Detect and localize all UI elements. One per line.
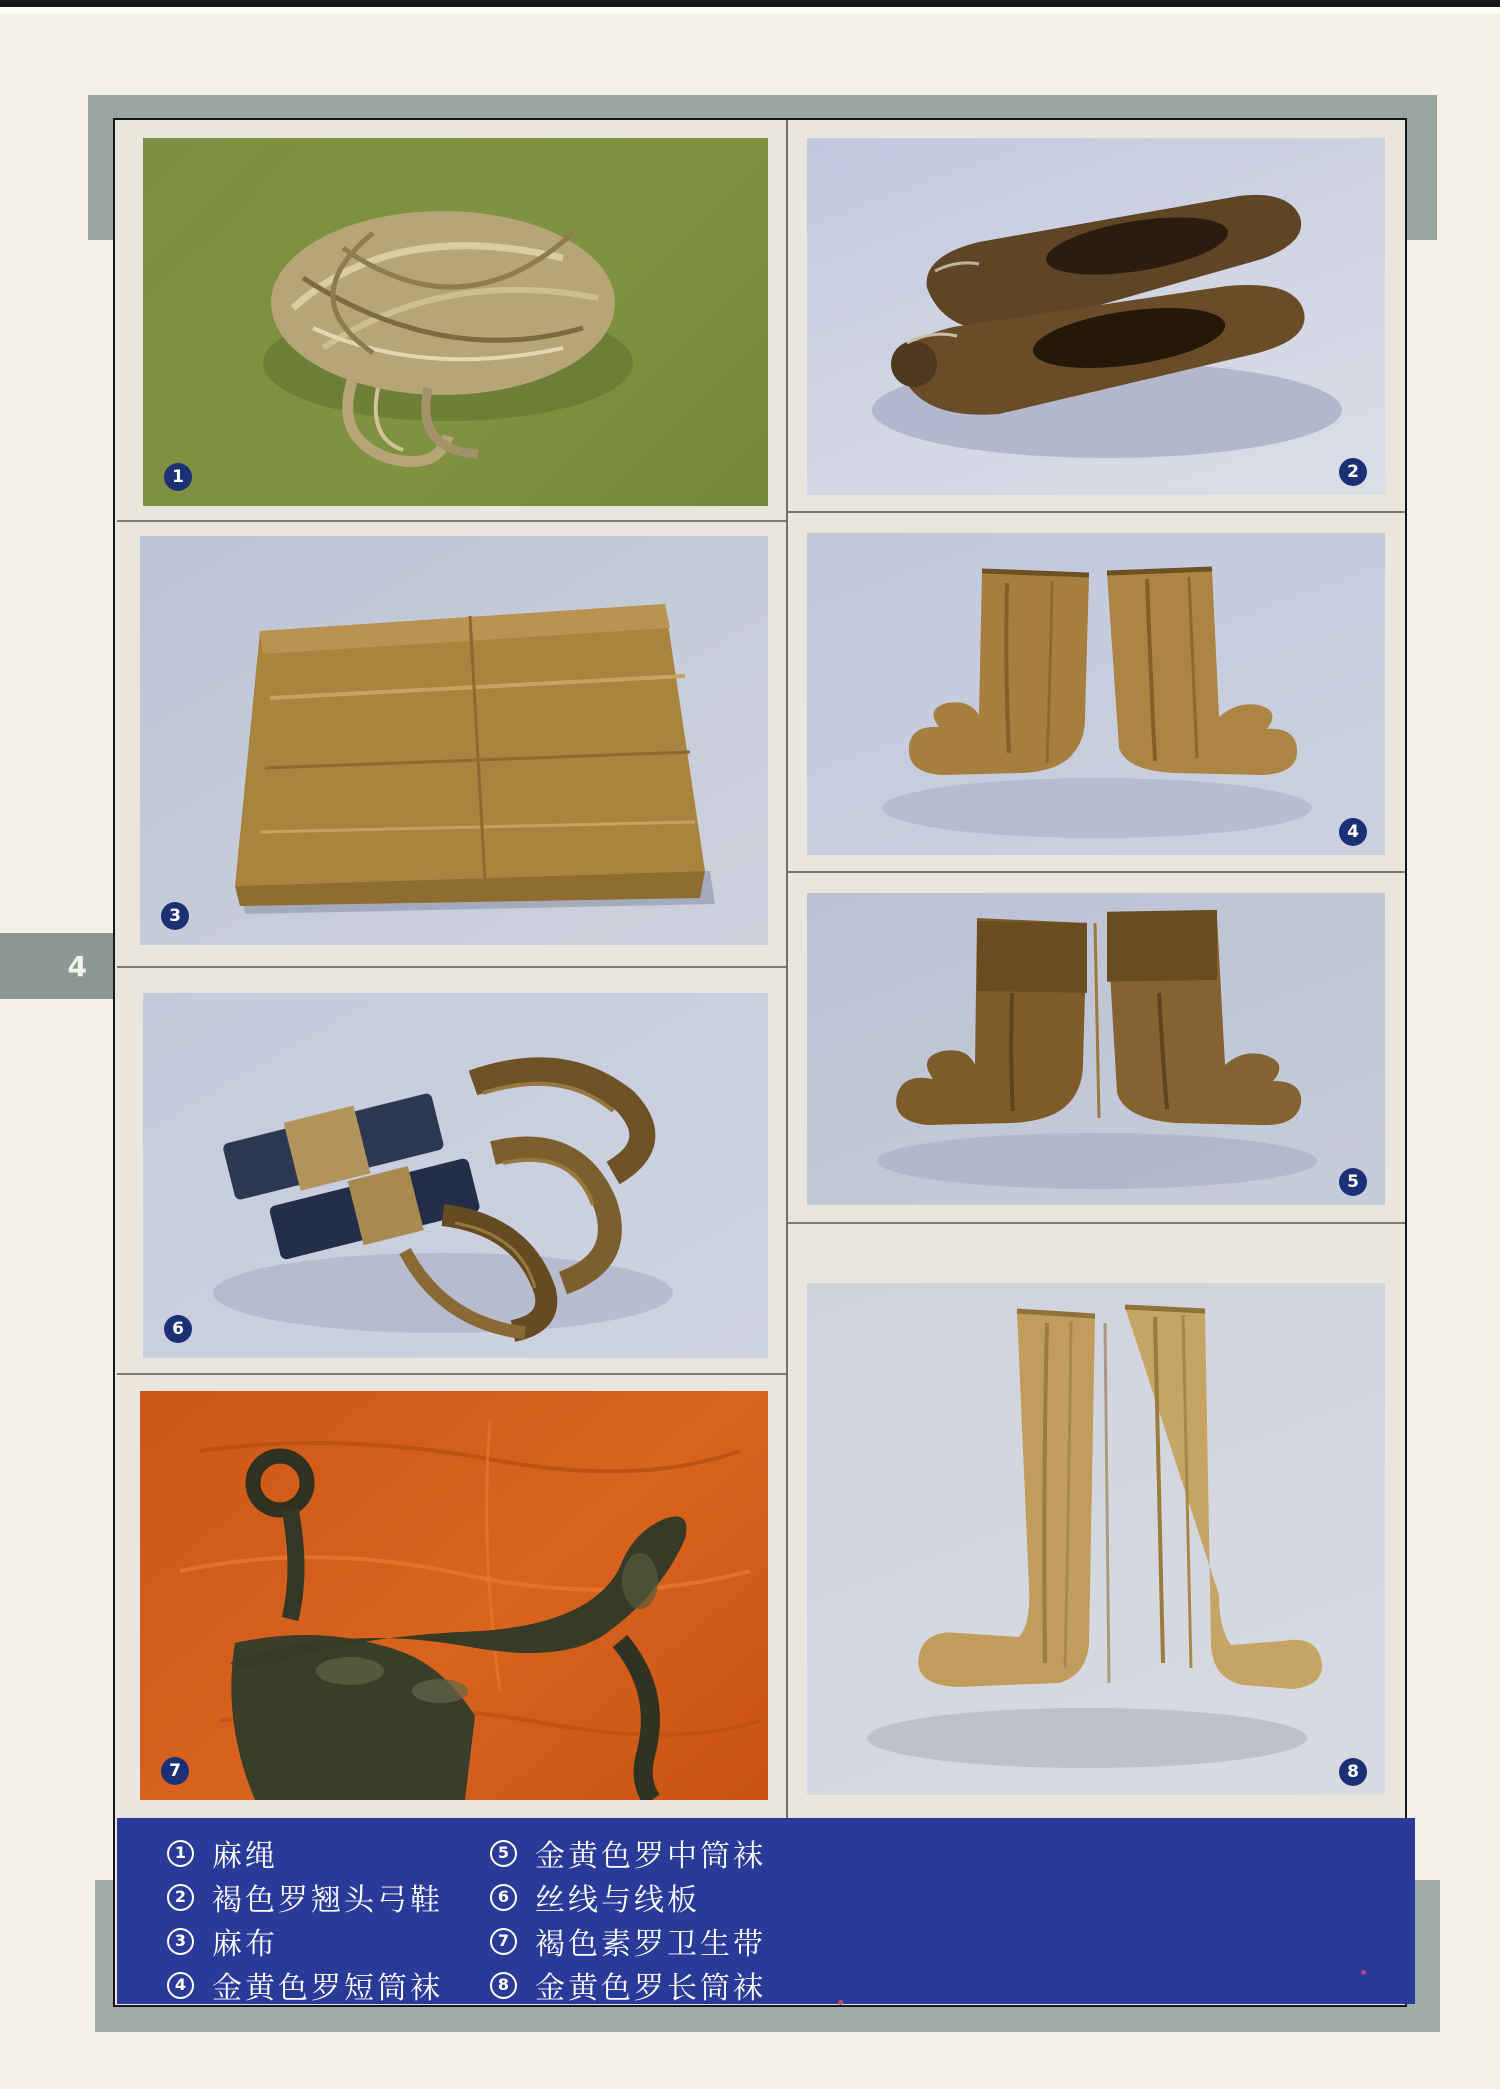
legend-circled-number: 8 — [490, 1972, 517, 1999]
legend-bar — [117, 1818, 1415, 2004]
photo-number-badge — [1339, 818, 1367, 846]
hemp-rope-image — [143, 138, 768, 506]
page-number: 4 — [67, 949, 87, 983]
long-socks-image — [807, 1283, 1385, 1795]
legend-circled-number: 7 — [490, 1928, 517, 1955]
legend-item — [490, 1831, 766, 1875]
photo-8-long-socks — [807, 1283, 1385, 1795]
legend-label: 丝线与线板 — [535, 1883, 700, 1918]
legend-label: 金黄色罗长筒袜 — [535, 1971, 766, 2006]
legend-label: 褐色罗翘头弓鞋 — [212, 1883, 443, 1918]
badge-number: 6 — [172, 1318, 184, 1339]
photo-3-hemp-cloth — [140, 536, 768, 945]
photo-number-badge — [164, 1315, 192, 1343]
sanitary-belt-image — [140, 1391, 768, 1800]
legend-item — [167, 1875, 443, 1919]
legend-item — [167, 1919, 443, 1963]
photo-7-sanitary-belt — [140, 1391, 768, 1800]
photo-4-short-socks — [807, 533, 1385, 855]
photo-number-badge — [1339, 1168, 1367, 1196]
legend-label: 褐色素罗卫生带 — [535, 1927, 766, 1962]
scan-edge — [0, 0, 1500, 7]
page-number-tab — [0, 933, 113, 999]
badge-number: 4 — [1347, 821, 1359, 842]
legend-column-left — [167, 1831, 443, 2007]
legend-circled-number: 6 — [490, 1884, 517, 1911]
badge-number: 8 — [1347, 1761, 1359, 1782]
legend-circled-number: 2 — [167, 1884, 194, 1911]
badge-number: 1 — [172, 466, 184, 487]
badge-number: 5 — [1347, 1171, 1359, 1192]
legend-label: 麻布 — [212, 1927, 278, 1962]
row-divider-right-3 — [788, 1222, 1405, 1224]
legend-item — [490, 1875, 766, 1919]
photo-5-mid-calf-socks — [807, 893, 1385, 1205]
legend-circled-number: 1 — [167, 1840, 194, 1867]
photo-number-badge — [1339, 1758, 1367, 1786]
photo-1-hemp-rope — [143, 138, 768, 506]
column-divider — [786, 120, 788, 1818]
legend-circled-number: 5 — [490, 1840, 517, 1867]
scan-edge-highlight — [0, 7, 1500, 14]
short-socks-image — [807, 533, 1385, 855]
legend-label: 麻绳 — [212, 1839, 278, 1874]
row-divider-left-3 — [117, 1373, 786, 1375]
row-divider-right-1 — [788, 511, 1405, 513]
mid-socks-image — [807, 893, 1385, 1205]
row-divider-left-1 — [117, 520, 786, 522]
badge-number: 3 — [169, 905, 181, 926]
photo-number-badge — [164, 463, 192, 491]
legend-circled-number: 4 — [167, 1972, 194, 1999]
photo-6-silk-thread-and-boards — [143, 993, 768, 1358]
legend-item — [490, 1963, 766, 2007]
legend-circled-number: 3 — [167, 1928, 194, 1955]
print-speck — [1361, 1970, 1366, 1975]
legend-item — [167, 1963, 443, 2007]
legend-column-right — [490, 1831, 766, 2007]
badge-number: 2 — [1347, 461, 1359, 482]
photo-number-badge — [161, 902, 189, 930]
legend-item — [167, 1831, 443, 1875]
photo-number-badge — [161, 1757, 189, 1785]
legend-label: 金黄色罗短筒袜 — [212, 1971, 443, 2006]
photo-number-badge — [1339, 458, 1367, 486]
hemp-cloth-image — [140, 536, 768, 945]
legend-item — [490, 1919, 766, 1963]
badge-number: 7 — [169, 1760, 181, 1781]
row-divider-left-2 — [117, 966, 786, 968]
legend-label: 金黄色罗中筒袜 — [535, 1839, 766, 1874]
photo-2-brown-upturned-shoes — [807, 138, 1385, 495]
brown-shoes-image — [807, 138, 1385, 495]
thread-boards-image — [143, 993, 768, 1358]
row-divider-right-2 — [788, 871, 1405, 873]
print-speck — [838, 2000, 843, 2005]
